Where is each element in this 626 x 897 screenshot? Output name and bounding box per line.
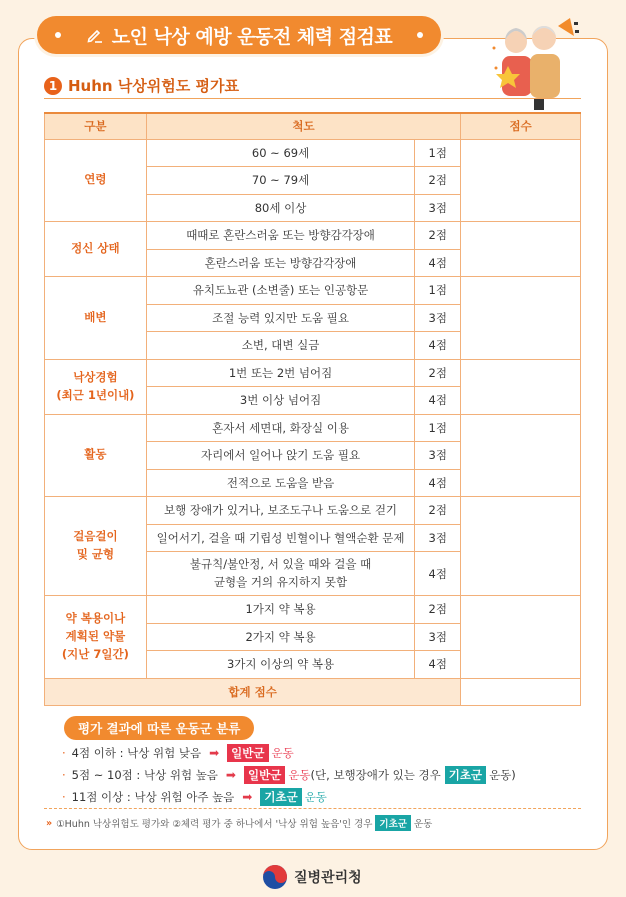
points-cell: 2점 — [415, 596, 461, 624]
section-heading — [44, 75, 239, 96]
arrow-right-icon: ➡ — [209, 746, 220, 760]
table-row — [45, 222, 581, 250]
result-note: (단, 보행장애가 있는 경우 — [310, 768, 441, 782]
points-cell: 4점 — [415, 332, 461, 360]
dot-icon — [417, 32, 423, 38]
scale-item: 자리에서 일어나 앉기 도움 필요 — [146, 442, 414, 470]
chevron-icon: » — [46, 817, 53, 829]
points-cell: 2점 — [415, 222, 461, 250]
table-row — [45, 277, 581, 305]
result-item — [62, 766, 516, 784]
score-input-cell[interactable] — [461, 497, 581, 596]
scale-item: 일어서기, 걸을 때 기립성 빈혈이나 혈액순환 문제 — [146, 524, 414, 552]
points-cell: 1점 — [415, 414, 461, 442]
score-input-cell[interactable] — [461, 596, 581, 679]
category-label: 낙상경험 — [73, 369, 118, 384]
header-category: 구분 — [45, 113, 147, 139]
divider — [44, 98, 581, 99]
scale-item: 3가지 이상의 약 복용 — [146, 651, 414, 679]
points-cell: 3점 — [415, 442, 461, 470]
page-title-banner — [37, 16, 441, 54]
taegeuk-logo-icon — [262, 864, 288, 890]
points-cell: 4점 — [415, 469, 461, 497]
results-heading: 평가 결과에 따른 운동군 분류 — [64, 716, 254, 740]
group-tag: 일반군 — [227, 744, 268, 762]
exercise-label: 운동 — [288, 768, 311, 782]
points-cell: 4점 — [415, 651, 461, 679]
category-cell — [45, 497, 147, 596]
scale-item: 70 ~ 79세 — [146, 167, 414, 195]
scale-item: 혼란스러움 또는 방향감각장애 — [146, 249, 414, 277]
category-label: 배변 — [84, 309, 107, 324]
result-item — [62, 788, 327, 806]
score-input-cell[interactable] — [461, 139, 581, 222]
category-cell — [45, 414, 147, 497]
footnote-text: ①Huhn 낙상위험도 평가와 ②체력 평가 중 하나에서 '낙상 위험 높음'인 경우 — [56, 819, 373, 830]
points-cell: 2점 — [415, 359, 461, 387]
section-number: 1 — [44, 77, 62, 95]
bullet-icon: · — [62, 768, 66, 782]
scale-item: 유치도뇨관 (소변줄) 또는 인공항문 — [146, 277, 414, 305]
agency-footer — [262, 864, 362, 890]
result-note-suffix: 운동) — [489, 768, 516, 782]
category-label: 연령 — [84, 172, 107, 187]
points-cell: 4점 — [415, 387, 461, 415]
elderly-couple-illustration — [486, 8, 582, 112]
scale-item: 보행 장애가 있거나, 보조도구나 도움으로 걷기 — [146, 497, 414, 525]
group-tag: 기초군 — [260, 788, 301, 806]
exercise-label: 운동 — [304, 790, 327, 804]
category-label: (최근 1년이내) — [56, 387, 135, 402]
footnote — [46, 815, 432, 831]
scale-item: 3번 이상 넘어짐 — [146, 387, 414, 415]
footnote-suffix: 운동 — [413, 819, 433, 830]
points-cell: 3점 — [415, 524, 461, 552]
score-input-cell[interactable] — [461, 222, 581, 277]
bullet-icon: · — [62, 790, 66, 804]
category-label: 및 균형 — [76, 547, 115, 561]
arrow-right-icon: ➡ — [225, 768, 236, 782]
points-cell: 2점 — [415, 167, 461, 195]
category-label: (지난 7일간) — [61, 646, 129, 661]
points-cell: 3점 — [415, 194, 461, 222]
scale-item: 혼자서 세면대, 화장실 이용 — [146, 414, 414, 442]
table-row — [45, 139, 581, 167]
exercise-label: 운동 — [271, 746, 294, 760]
category-cell — [45, 596, 147, 679]
scale-item: 80세 이상 — [146, 194, 414, 222]
header-scale: 척도 — [146, 113, 460, 139]
category-cell — [45, 222, 147, 277]
scale-item: 1가지 약 복용 — [146, 596, 414, 624]
category-label: 계획된 약물 — [65, 628, 126, 643]
points-cell: 3점 — [415, 304, 461, 332]
table-row — [45, 596, 581, 624]
category-cell — [45, 277, 147, 360]
category-label: 약 복용이나 — [65, 611, 126, 626]
table-row — [45, 359, 581, 387]
arrow-right-icon: ➡ — [242, 790, 253, 804]
group-tag: 기초군 — [445, 766, 486, 784]
risk-range: 11점 이상 : 낙상 위험 아주 높음 — [71, 790, 235, 804]
points-cell: 4점 — [415, 552, 461, 596]
risk-range: 5점 ~ 10점 : 낙상 위험 높음 — [71, 768, 218, 782]
category-label: 활동 — [84, 447, 107, 462]
table-row — [45, 497, 581, 525]
scale-item: 1번 또는 2번 넘어짐 — [146, 359, 414, 387]
scale-item: 조절 능력 있지만 도움 필요 — [146, 304, 414, 332]
scale-item: 소변, 대변 실금 — [146, 332, 414, 360]
agency-name: 질병관리청 — [294, 870, 362, 886]
score-input-cell[interactable] — [461, 359, 581, 414]
points-cell: 2점 — [415, 497, 461, 525]
score-input-cell[interactable] — [461, 277, 581, 360]
scale-item: 불규칙/불안정, 서 있을 때와 걸을 때 균형을 거의 유지하지 못함 — [146, 552, 414, 596]
scale-item: 전적으로 도움을 받음 — [146, 469, 414, 497]
category-label: 걸음걸이 — [73, 529, 118, 544]
score-input-cell[interactable] — [461, 414, 581, 497]
total-label: 합계 점수 — [45, 678, 461, 705]
section-title: Huhn 낙상위험도 평가표 — [68, 77, 239, 95]
bullet-icon: · — [62, 746, 66, 760]
points-cell: 1점 — [415, 277, 461, 305]
header-score: 점수 — [461, 113, 581, 139]
divider — [44, 808, 581, 809]
total-score-cell[interactable] — [461, 678, 581, 705]
scale-item: 60 ~ 69세 — [146, 139, 414, 167]
huhn-fall-risk-table — [44, 112, 581, 706]
risk-range: 4점 이하 : 낙상 위험 낮음 — [71, 746, 202, 760]
dot-icon — [55, 32, 61, 38]
points-cell: 3점 — [415, 623, 461, 651]
page-title: 노인 낙상 예방 운동전 체력 점검표 — [111, 25, 393, 48]
result-item — [62, 744, 294, 762]
points-cell: 4점 — [415, 249, 461, 277]
scale-item: 때때로 혼란스러움 또는 방향감각장애 — [146, 222, 414, 250]
category-label: 정신 상태 — [71, 241, 120, 256]
category-cell — [45, 359, 147, 414]
group-tag: 일반군 — [244, 766, 285, 784]
total-row — [45, 678, 581, 705]
table-row — [45, 414, 581, 442]
scale-item: 2가지 약 복용 — [146, 623, 414, 651]
category-cell — [45, 139, 147, 222]
pencil-icon — [86, 26, 104, 44]
footnote-tag: 기초군 — [375, 815, 411, 831]
points-cell: 1점 — [415, 139, 461, 167]
